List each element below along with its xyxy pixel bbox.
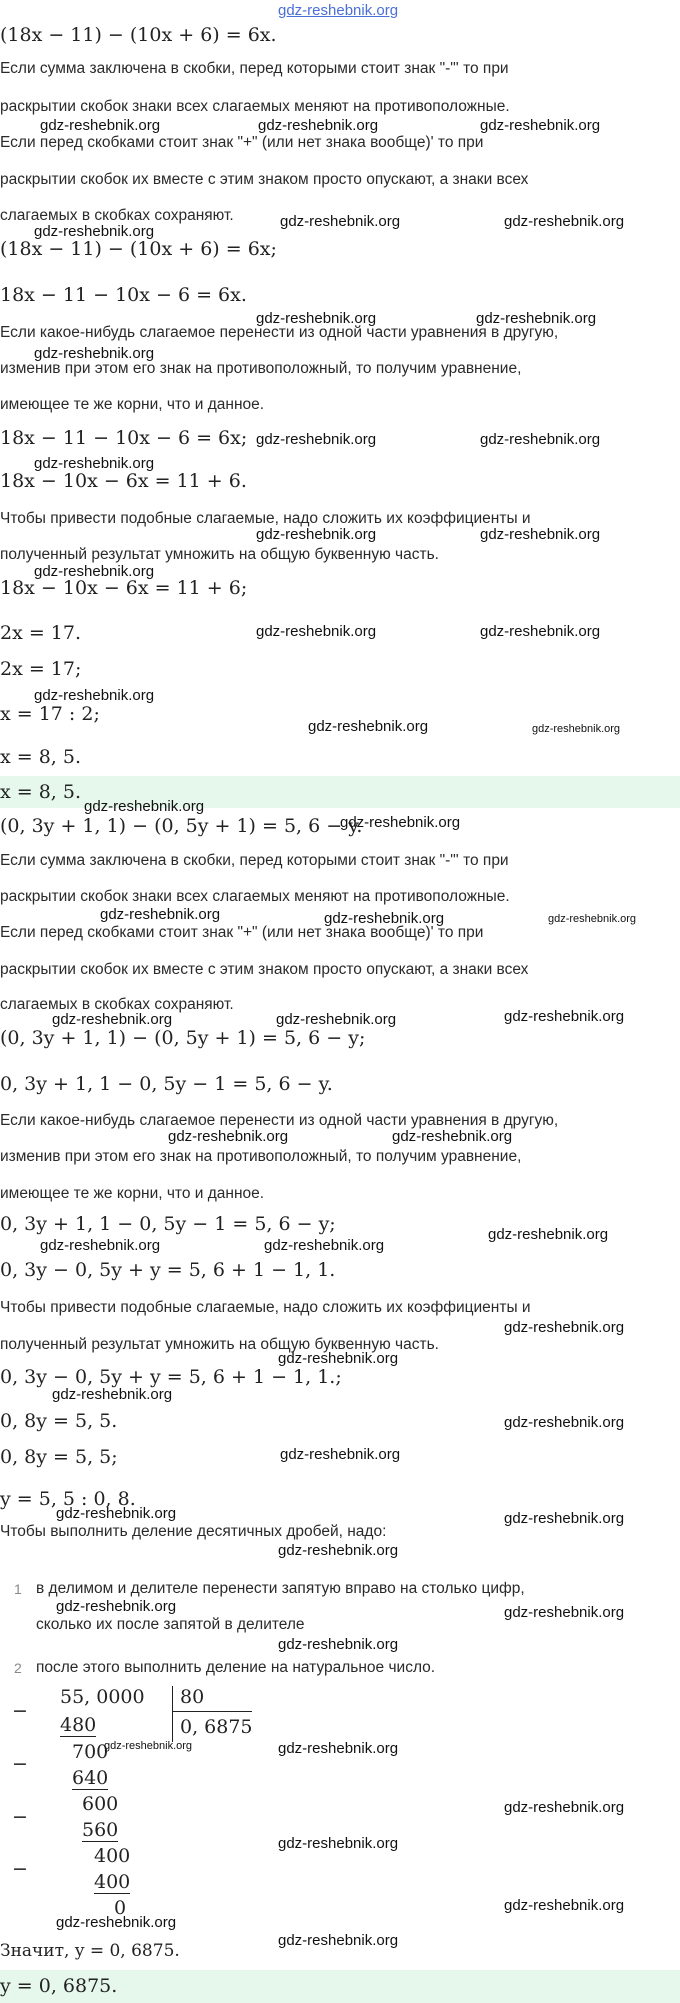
watermark: gdz-reshebnik.org xyxy=(104,1740,193,1752)
division-row: 560 xyxy=(82,1819,119,1841)
watermark: gdz-reshebnik.org xyxy=(56,1598,177,1615)
p2-rule-2b: раскрытии скобок их вместе с этим знаком просто опускают, а знаки всех xyxy=(0,961,529,978)
watermark: gdz-reshebnik.org xyxy=(504,1008,625,1025)
watermark: gdz-reshebnik.org xyxy=(548,913,637,925)
p2-equation-6: 0, 3y − 0, 5y + y = 5, 6 + 1 − 1, 1.; xyxy=(0,1366,342,1388)
p2-equation-4: 0, 3y + 1, 1 − 0, 5y − 1 = 5, 6 − y; xyxy=(0,1213,336,1235)
watermark: gdz-reshebnik.org xyxy=(480,526,601,543)
p2-rule-2a: Если перед скобками стоит знак "+" (или нет знака вообще)' то при xyxy=(0,924,484,941)
p1-equation-8: 2x = 17; xyxy=(0,658,82,680)
watermark: gdz-reshebnik.org xyxy=(504,1604,625,1621)
division-row: 400 xyxy=(94,1871,131,1893)
p1-equation-6: 18x − 10x − 6x = 11 + 6; xyxy=(0,577,248,599)
watermark: gdz-reshebnik.org xyxy=(340,814,461,831)
watermark: gdz-reshebnik.org xyxy=(276,1011,397,1028)
p2-equation-9: y = 5, 5 : 0, 8. xyxy=(0,1488,136,1510)
watermark: gdz-reshebnik.org xyxy=(308,718,429,735)
watermark: gdz-reshebnik.org xyxy=(324,910,445,927)
p1-equation-7: 2x = 17. xyxy=(0,622,82,644)
watermark: gdz-reshebnik.org xyxy=(34,345,155,362)
watermark: gdz-reshebnik.org xyxy=(40,1237,161,1254)
p1-equation-10: x = 8, 5. xyxy=(0,746,82,768)
p2-equation-8: 0, 8y = 5, 5; xyxy=(0,1446,118,1468)
p2-rule-1a: Если сумма заключена в скобки, перед которыми стоит знак "-"' то при xyxy=(0,852,509,869)
step-1-text-b: сколько их после запятой в делителе xyxy=(36,1616,305,1633)
quotient: 0, 6875 xyxy=(180,1716,253,1738)
p2-answer: y = 0, 6875. xyxy=(0,1975,118,1997)
p2-equation-1: (0, 3y + 1, 1) − (0, 5y + 1) = 5, 6 − y. xyxy=(0,815,363,837)
watermark: gdz-reshebnik.org xyxy=(476,310,597,327)
p1-rule-3a: Если какое-нибудь слагаемое перенести из одной части уравнения в другую, xyxy=(0,324,559,341)
p1-rule-2c: слагаемых в скобках сохраняют. xyxy=(0,207,234,224)
p1-rule-2b: раскрытии скобок их вместе с этим знаком просто опускают, а знаки всех xyxy=(0,171,529,188)
p1-equation-2: (18x − 11) − (10x + 6) = 6x; xyxy=(0,238,277,260)
watermark: gdz-reshebnik.org xyxy=(256,526,377,543)
p2-equation-5: 0, 3y − 0, 5y + y = 5, 6 + 1 − 1, 1. xyxy=(0,1259,336,1281)
watermark: gdz-reshebnik.org xyxy=(256,431,377,448)
p2-rule-3a: Если какое-нибудь слагаемое перенести из одной части уравнения в другую, xyxy=(0,1112,559,1129)
division-row: 400 xyxy=(94,1845,131,1867)
p1-equation-1: (18x − 11) − (10x + 6) = 6x. xyxy=(0,24,277,46)
p2-rule-2c: слагаемых в скобках сохраняют. xyxy=(0,996,234,1013)
division-bracket-horizontal xyxy=(172,1711,252,1712)
p2-equation-7: 0, 8y = 5, 5. xyxy=(0,1410,118,1432)
p1-equation-3: 18x − 11 − 10x − 6 = 6x. xyxy=(0,284,247,306)
p1-rule-4b: полученный результат умножить на общую буквенную часть. xyxy=(0,546,439,563)
division-row: 600 xyxy=(82,1793,119,1815)
watermark: gdz-reshebnik.org xyxy=(278,1835,399,1852)
p1-answer: x = 8, 5. xyxy=(0,781,82,803)
watermark: gdz-reshebnik.org xyxy=(258,117,379,134)
p2-rule-4b: полученный результат умножить на общую буквенную часть. xyxy=(0,1336,439,1353)
watermark: gdz-reshebnik.org xyxy=(34,223,155,240)
p1-equation-4: 18x − 11 − 10x − 6 = 6x; xyxy=(0,427,248,449)
p2-conclusion: Значит, y = 0, 6875. xyxy=(0,1941,180,1961)
division-row: 0 xyxy=(114,1897,127,1919)
dividend: 55, 0000 xyxy=(60,1686,145,1708)
watermark: gdz-reshebnik.org xyxy=(480,117,601,134)
minus-sign: − xyxy=(12,1806,28,1828)
p1-rule-2a: Если перед скобками стоит знак "+" (или нет знака вообще)' то при xyxy=(0,134,484,151)
watermark: gdz-reshebnik.org xyxy=(504,213,625,230)
watermark: gdz-reshebnik.org xyxy=(480,431,601,448)
watermark: gdz-reshebnik.org xyxy=(56,1505,177,1522)
watermark: gdz-reshebnik.org xyxy=(256,623,377,640)
watermark: gdz-reshebnik.org xyxy=(52,1011,173,1028)
p1-rule-1b: раскрытии скобок знаки всех слагаемых меняют на противоположные. xyxy=(0,98,510,115)
watermark: gdz-reshebnik.org xyxy=(34,687,155,704)
watermark: gdz-reshebnik.org xyxy=(280,1446,401,1463)
step-2-number: 2 xyxy=(14,1660,22,1676)
p1-rule-3b: изменив при этом его знак на противоположный, то получим уравнение, xyxy=(0,360,522,377)
p2-rule-3c: имеющее те же корни, что и данное. xyxy=(0,1185,265,1202)
watermark: gdz-reshebnik.org xyxy=(504,1897,625,1914)
watermark: gdz-reshebnik.org xyxy=(264,1237,385,1254)
watermark: gdz-reshebnik.org xyxy=(392,1128,513,1145)
watermark: gdz-reshebnik.org xyxy=(278,1636,399,1653)
p1-equation-9: x = 17 : 2; xyxy=(0,703,100,725)
p2-rule-1b: раскрытии скобок знаки всех слагаемых меняют на противоположные. xyxy=(0,888,510,905)
watermark: gdz-reshebnik.org xyxy=(504,1510,625,1527)
watermark: gdz-reshebnik.org xyxy=(256,310,377,327)
step-1-text-a: в делимом и делителе перенести запятую вправо на столько цифр, xyxy=(36,1580,525,1597)
p2-rule-4a: Чтобы привести подобные слагаемые, надо сложить их коэффициенты и xyxy=(0,1299,531,1316)
watermark: gdz-reshebnik.org xyxy=(532,723,621,735)
watermark: gdz-reshebnik.org xyxy=(34,455,155,472)
p2-rule-3b: изменив при этом его знак на противоположный, то получим уравнение, xyxy=(0,1148,522,1165)
watermark: gdz-reshebnik.org xyxy=(280,213,401,230)
watermark: gdz-reshebnik.org xyxy=(84,798,205,815)
step-1-number: 1 xyxy=(14,1581,22,1597)
minus-sign: − xyxy=(12,1753,28,1775)
watermark: gdz-reshebnik.org xyxy=(168,1128,289,1145)
watermark: gdz-reshebnik.org xyxy=(278,1350,399,1367)
watermark: gdz-reshebnik.org xyxy=(56,1914,177,1931)
watermark: gdz-reshebnik.org xyxy=(40,117,161,134)
watermark: gdz-reshebnik.org xyxy=(278,1740,399,1757)
p2-answer-box xyxy=(0,1970,680,2003)
division-row: 700 xyxy=(72,1741,109,1763)
watermark: gdz-reshebnik.org xyxy=(100,906,221,923)
p1-equation-5: 18x − 10x − 6x = 11 + 6. xyxy=(0,470,247,492)
p1-rule-1a: Если сумма заключена в скобки, перед которыми стоит знак "-"' то при xyxy=(0,60,509,77)
watermark: gdz-reshebnik.org xyxy=(504,1414,625,1431)
step-2-text-a: после этого выполнить деление на натуральное число. xyxy=(36,1659,436,1676)
watermark: gdz-reshebnik.org xyxy=(480,623,601,640)
p2-equation-3: 0, 3y + 1, 1 − 0, 5y − 1 = 5, 6 − y. xyxy=(0,1073,333,1095)
divisor: 80 xyxy=(180,1686,205,1708)
minus-sign: − xyxy=(12,1858,28,1880)
watermark-top-link[interactable]: gdz-reshebnik.org xyxy=(278,2,399,19)
p1-rule-3c: имеющее те же корни, что и данное. xyxy=(0,396,265,413)
watermark: gdz-reshebnik.org xyxy=(278,1932,399,1949)
watermark: gdz-reshebnik.org xyxy=(504,1799,625,1816)
division-row: 640 xyxy=(72,1767,109,1789)
watermark: gdz-reshebnik.org xyxy=(278,1542,399,1559)
p2-equation-2: (0, 3y + 1, 1) − (0, 5y + 1) = 5, 6 − y; xyxy=(0,1027,366,1049)
watermark: gdz-reshebnik.org xyxy=(488,1226,609,1243)
division-row: 480 xyxy=(60,1714,97,1736)
watermark: gdz-reshebnik.org xyxy=(504,1319,625,1336)
minus-sign: − xyxy=(12,1700,28,1722)
p2-division-rule: Чтобы выполнить деление десятичных дробей, надо: xyxy=(0,1523,387,1540)
watermark: gdz-reshebnik.org xyxy=(52,1386,173,1403)
watermark: gdz-reshebnik.org xyxy=(34,563,155,580)
division-bracket-vertical xyxy=(172,1686,173,1742)
p1-rule-4a: Чтобы привести подобные слагаемые, надо сложить их коэффициенты и xyxy=(0,510,531,527)
